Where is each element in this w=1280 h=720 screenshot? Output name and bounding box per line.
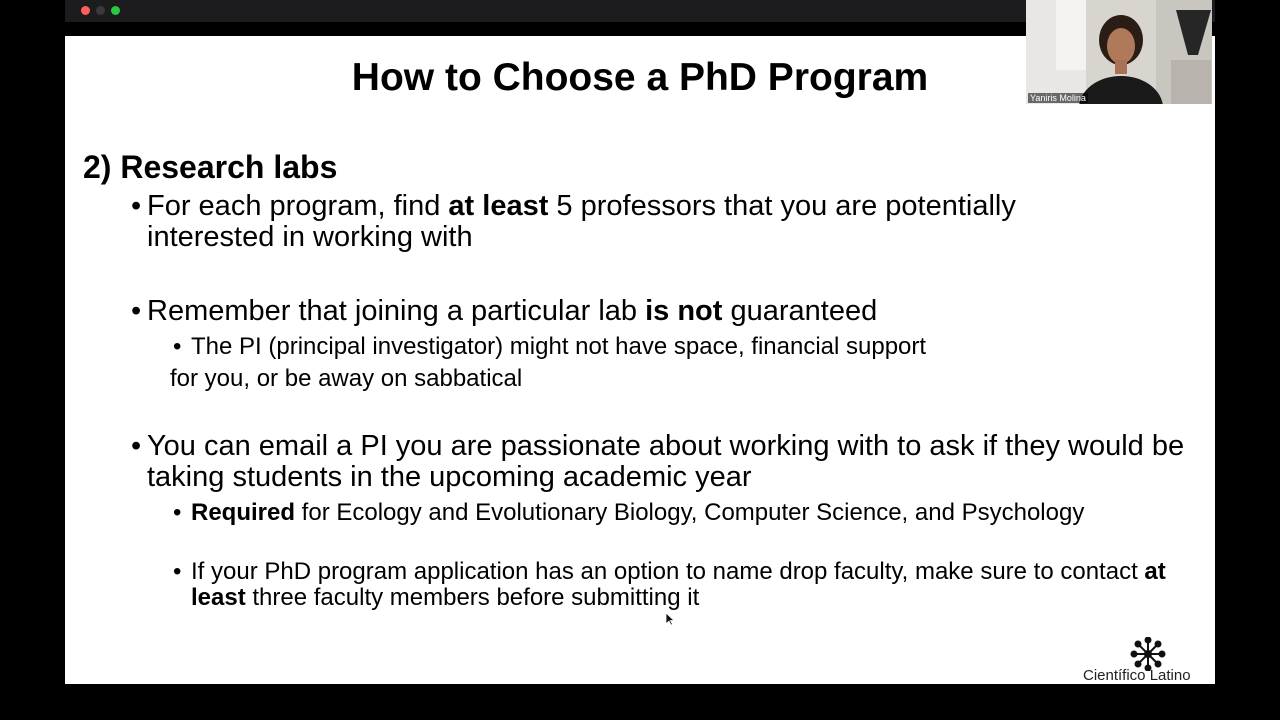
bullet-dot: • [173, 558, 182, 585]
minimize-window-button[interactable] [96, 6, 105, 15]
participant-name-label: Yaniris Molina [1030, 93, 1086, 103]
bullet-lab-not-guaranteed [131, 296, 1131, 327]
presentation-slide [65, 36, 1215, 684]
mouse-cursor-icon [665, 612, 675, 626]
maximize-window-button[interactable] [111, 6, 120, 15]
sub-bullet-pi-availability [173, 334, 1073, 360]
bullet-dot: • [131, 430, 142, 462]
bullet-email-pi [131, 431, 1191, 493]
bullet-text: For each program, find at least 5 professors that you are potentially interested in working with [147, 190, 1016, 253]
bullet-text: Remember that joining a particular lab is not guaranteed [147, 295, 878, 327]
network-logo-icon [1128, 637, 1168, 671]
sub-bullet-text: If your PhD program application has an option to name drop faculty, make sure to contact at least three faculty members before submitting it [191, 558, 1166, 611]
participant-video-tile[interactable] [1026, 0, 1212, 104]
sub-bullet-name-drop [173, 559, 1173, 611]
sub-bullet-required-fields [173, 500, 1093, 526]
bullet-dot: • [173, 499, 182, 526]
sub-bullet-text: The PI (principal investigator) might not have space, financial support [191, 333, 927, 360]
logo-text: Científico Latino [1083, 667, 1191, 684]
close-window-button[interactable] [81, 6, 90, 15]
slide-title: How to Choose a PhD Program [351, 56, 929, 99]
sub-bullet-text: Required for Ecology and Evolutionary Biology, Computer Science, and Psychology [191, 499, 1085, 526]
bullet-text: You can email a PI you are passionate about working with to ask if they would be taking students in the upcoming academic year [147, 430, 1185, 493]
section-heading: 2) Research labs [83, 149, 338, 185]
bullet-dot: • [173, 333, 182, 360]
sub-bullet-continuation: for you, or be away on sabbatical [170, 365, 523, 392]
participant-video-feed [1026, 0, 1212, 104]
bullet-dot: • [131, 190, 142, 222]
bullet-dot: • [131, 295, 142, 327]
cientifico-latino-logo [1083, 637, 1215, 685]
bullet-find-professors [131, 191, 1131, 253]
